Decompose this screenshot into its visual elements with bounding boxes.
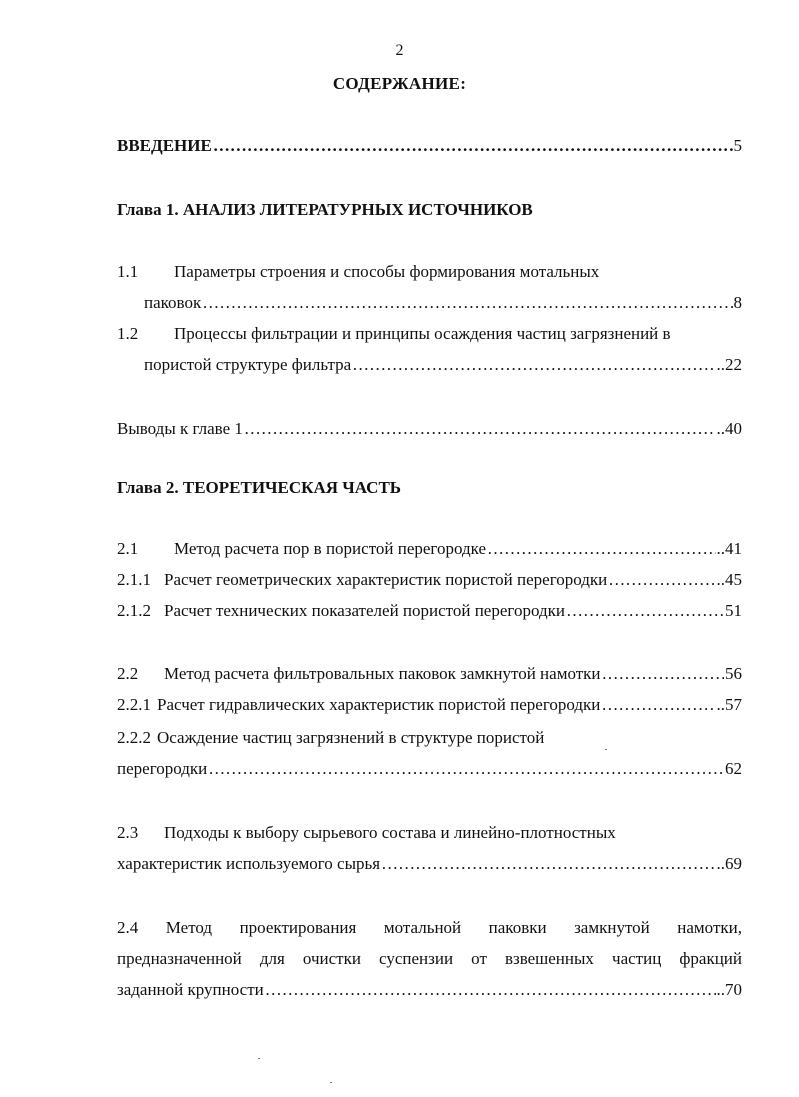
toc-entry-conclusions-1 xyxy=(117,418,742,440)
scan-speck xyxy=(605,749,607,750)
toc-label: Параметры строения и способы формирования мотальных xyxy=(174,262,600,281)
toc-leader xyxy=(487,538,715,560)
toc-entry-intro xyxy=(117,135,742,157)
toc-label: Осаждение частиц загрязнений в структуре пористой xyxy=(157,728,545,747)
toc-number: 2.1.2 xyxy=(117,601,151,620)
toc-leader xyxy=(381,853,715,875)
toc-entry-2-2 xyxy=(117,663,742,685)
toc-label: Расчет геометрических характеристик пористой перегородки xyxy=(164,570,608,589)
toc-entry-1-1 xyxy=(117,261,742,283)
chapter-1-heading: Глава 1. АНАЛИЗ ЛИТЕРАТУРНЫХ ИСТОЧНИКОВ xyxy=(117,200,533,219)
toc-entry-2-4 xyxy=(117,917,742,939)
toc-entry-1-2-cont xyxy=(144,354,742,376)
toc-entry-2-3 xyxy=(117,822,742,844)
toc-label: пористой структуре фильтра xyxy=(144,355,352,374)
toc-leader xyxy=(208,758,724,780)
toc-leader xyxy=(265,979,716,1001)
toc-label: характеристик используемого сырья xyxy=(117,854,381,873)
toc-number: 2.3 xyxy=(117,823,139,842)
toc-number: 2.2.2 xyxy=(117,728,151,747)
toc-label: Метод расчета пор в пористой перегородке xyxy=(174,539,487,558)
toc-entry-2-1-2 xyxy=(117,600,742,622)
toc-label: Подходы к выбору сырьевого состава и линейно-плотностных xyxy=(164,823,616,842)
toc-number: 1.2 xyxy=(117,324,139,343)
toc-page: ..45 xyxy=(716,570,742,589)
toc-label: перегородки xyxy=(117,759,208,778)
toc-label: ВВЕДЕНИЕ xyxy=(117,136,212,155)
toc-leader xyxy=(566,600,724,622)
toc-entry-2-1-1 xyxy=(117,569,742,591)
toc-entry-2-2-2-cont xyxy=(117,758,742,780)
toc-page: ..41 xyxy=(716,539,742,558)
page-number: 2 xyxy=(395,42,404,59)
toc-entry-2-2-1 xyxy=(117,694,742,716)
toc-entry-2-3-cont xyxy=(117,853,742,875)
toc-entry-2-2-2 xyxy=(117,727,742,749)
toc-entry-2-1 xyxy=(117,538,742,560)
toc-leader xyxy=(213,135,733,157)
chapter-2-heading: Глава 2. ТЕОРЕТИЧЕСКАЯ ЧАСТЬ xyxy=(117,478,402,497)
scan-speck xyxy=(330,1082,332,1083)
scan-speck xyxy=(258,1058,260,1059)
toc-label: паковок xyxy=(144,293,202,312)
toc-number: 2.2.1 xyxy=(117,695,151,714)
toc-entry-2-4-cont2 xyxy=(117,979,742,1001)
toc-entry-1-2 xyxy=(117,323,742,345)
toc-leader xyxy=(352,354,715,376)
toc-page: 62 xyxy=(725,759,742,778)
toc-page: 8 xyxy=(733,293,742,312)
toc-label: Расчет гидравлических характеристик пористой перегородки xyxy=(157,695,601,714)
toc-entry-1-1-cont xyxy=(144,292,742,314)
toc-number: 2.1.1 xyxy=(117,570,151,589)
toc-label: Выводы к главе 1 xyxy=(117,419,243,438)
toc-page: ..70 xyxy=(716,980,742,999)
toc-page: ..57 xyxy=(716,695,742,714)
toc-number: 2.2 xyxy=(117,664,139,683)
page-title: СОДЕРЖАНИЕ: xyxy=(332,74,467,93)
toc-label: Метод проектирования мотальной паковки замкнутой намотки, xyxy=(165,918,742,937)
toc-page: ..22 xyxy=(716,355,742,374)
toc-leader xyxy=(202,292,732,314)
toc-number: 1.1 xyxy=(117,262,139,281)
toc-leader xyxy=(244,418,716,440)
toc-number: 2.1 xyxy=(117,539,139,558)
toc-leader xyxy=(608,569,715,591)
toc-page: ..40 xyxy=(716,419,742,438)
toc-label: Расчет технических показателей пористой перегородки xyxy=(164,601,565,620)
toc-leader xyxy=(602,663,724,685)
toc-entry-2-4-cont: предназначенной для очистки суспензии от взвешенных частиц фракций xyxy=(117,949,742,968)
toc-number: 2.4 xyxy=(117,918,139,937)
toc-page: ..69 xyxy=(716,854,742,873)
toc-page: 56 xyxy=(725,664,742,683)
toc-label: Метод расчета фильтровальных паковок замкнутой намотки xyxy=(164,664,601,683)
toc-label: заданной крупности xyxy=(117,980,264,999)
toc-leader xyxy=(601,694,715,716)
toc-page: 5 xyxy=(733,136,742,155)
toc-label: Процессы фильтрации и принципы осаждения частиц загрязнений в xyxy=(174,324,671,343)
toc-page: 51 xyxy=(725,601,742,620)
